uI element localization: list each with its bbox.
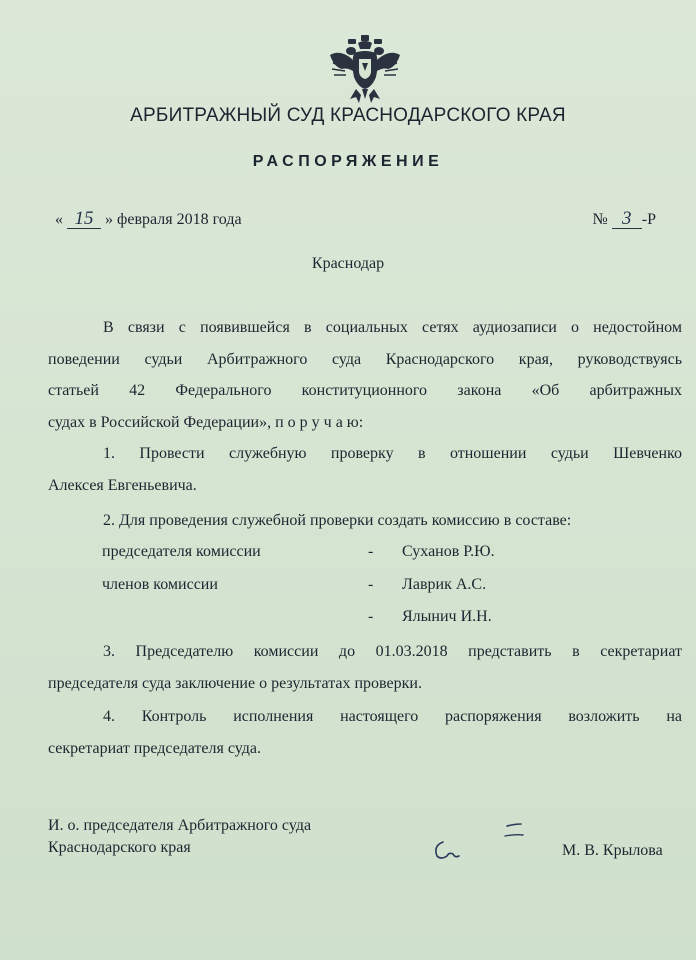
item-2-line: 2. Для проведения служебной проверки создать комиссию в составе: [103, 512, 572, 529]
document-title: РАСПОРЯЖЕНИЕ [252, 153, 444, 170]
signer-position-line: Краснодарского края [48, 839, 191, 856]
intro-line: статьей 42 Федерального конституционного закона «Об арбитражных [48, 382, 682, 399]
signer-name: М. В. Крылова [562, 842, 663, 859]
commission-role-chair: председателя комиссии [102, 543, 261, 560]
item-1-line: 1. Провести служебную проверку в отношении судьи Шевченко [103, 445, 682, 462]
intro-paragraph [48, 312, 682, 438]
number-prefix: № [592, 211, 608, 228]
item-3-line: 3. Председателю комиссии до 01.03.2018 представить в секретариат [103, 643, 682, 660]
commission-name-member: Ялынич И.Н. [402, 608, 492, 625]
date-open-quote: « [55, 211, 63, 228]
commission-name-chair: Суханов Р.Ю. [402, 543, 495, 560]
commission-name-member: Лаврик А.С. [402, 576, 487, 593]
item-4-line: 4. Контроль исполнения настоящего распоряжения возложить на [103, 708, 682, 725]
commission-dash: - [368, 543, 374, 560]
date-month-year: февраля 2018 года [117, 211, 242, 228]
signer-position [48, 815, 311, 859]
item-4 [48, 701, 682, 764]
handwritten-signature-icon [425, 820, 535, 870]
intro-line: поведении судьи Арбитражного суда Краснодарского края, руководствуясь [48, 350, 682, 368]
commission-role-members: членов комиссии [102, 576, 218, 593]
document-date [55, 210, 242, 229]
double-headed-eagle-emblem-icon [328, 33, 402, 105]
number-suffix: -Р [641, 211, 656, 228]
signer-position-line: И. о. председателя Арбитражного суда [48, 817, 312, 834]
number-value: 3 [612, 210, 642, 229]
date-close-quote: » [105, 211, 113, 228]
item-1 [48, 438, 682, 501]
intro-line: судах в Российской Федерации», п о р у ч а ю: [48, 413, 364, 431]
intro-line: В связи с появившейся в социальных сетях аудиозаписи о недостойном [103, 319, 682, 336]
item-3 [48, 636, 682, 699]
item-4-line: секретариат председателя суда. [48, 739, 261, 757]
commission-dash: - [368, 608, 374, 625]
item-2 [48, 505, 682, 537]
item-1-line: Алексея Евгеньевича. [48, 476, 197, 494]
date-day: 15 [67, 210, 101, 229]
item-3-line: председателя суда заключение о результатах проверки. [48, 674, 422, 692]
court-name: АРБИТРАЖНЫЙ СУД КРАСНОДАРСКОГО КРАЯ [130, 105, 566, 126]
document-number [593, 210, 657, 229]
commission-dash: - [368, 576, 374, 593]
city: Краснодар [311, 255, 385, 272]
